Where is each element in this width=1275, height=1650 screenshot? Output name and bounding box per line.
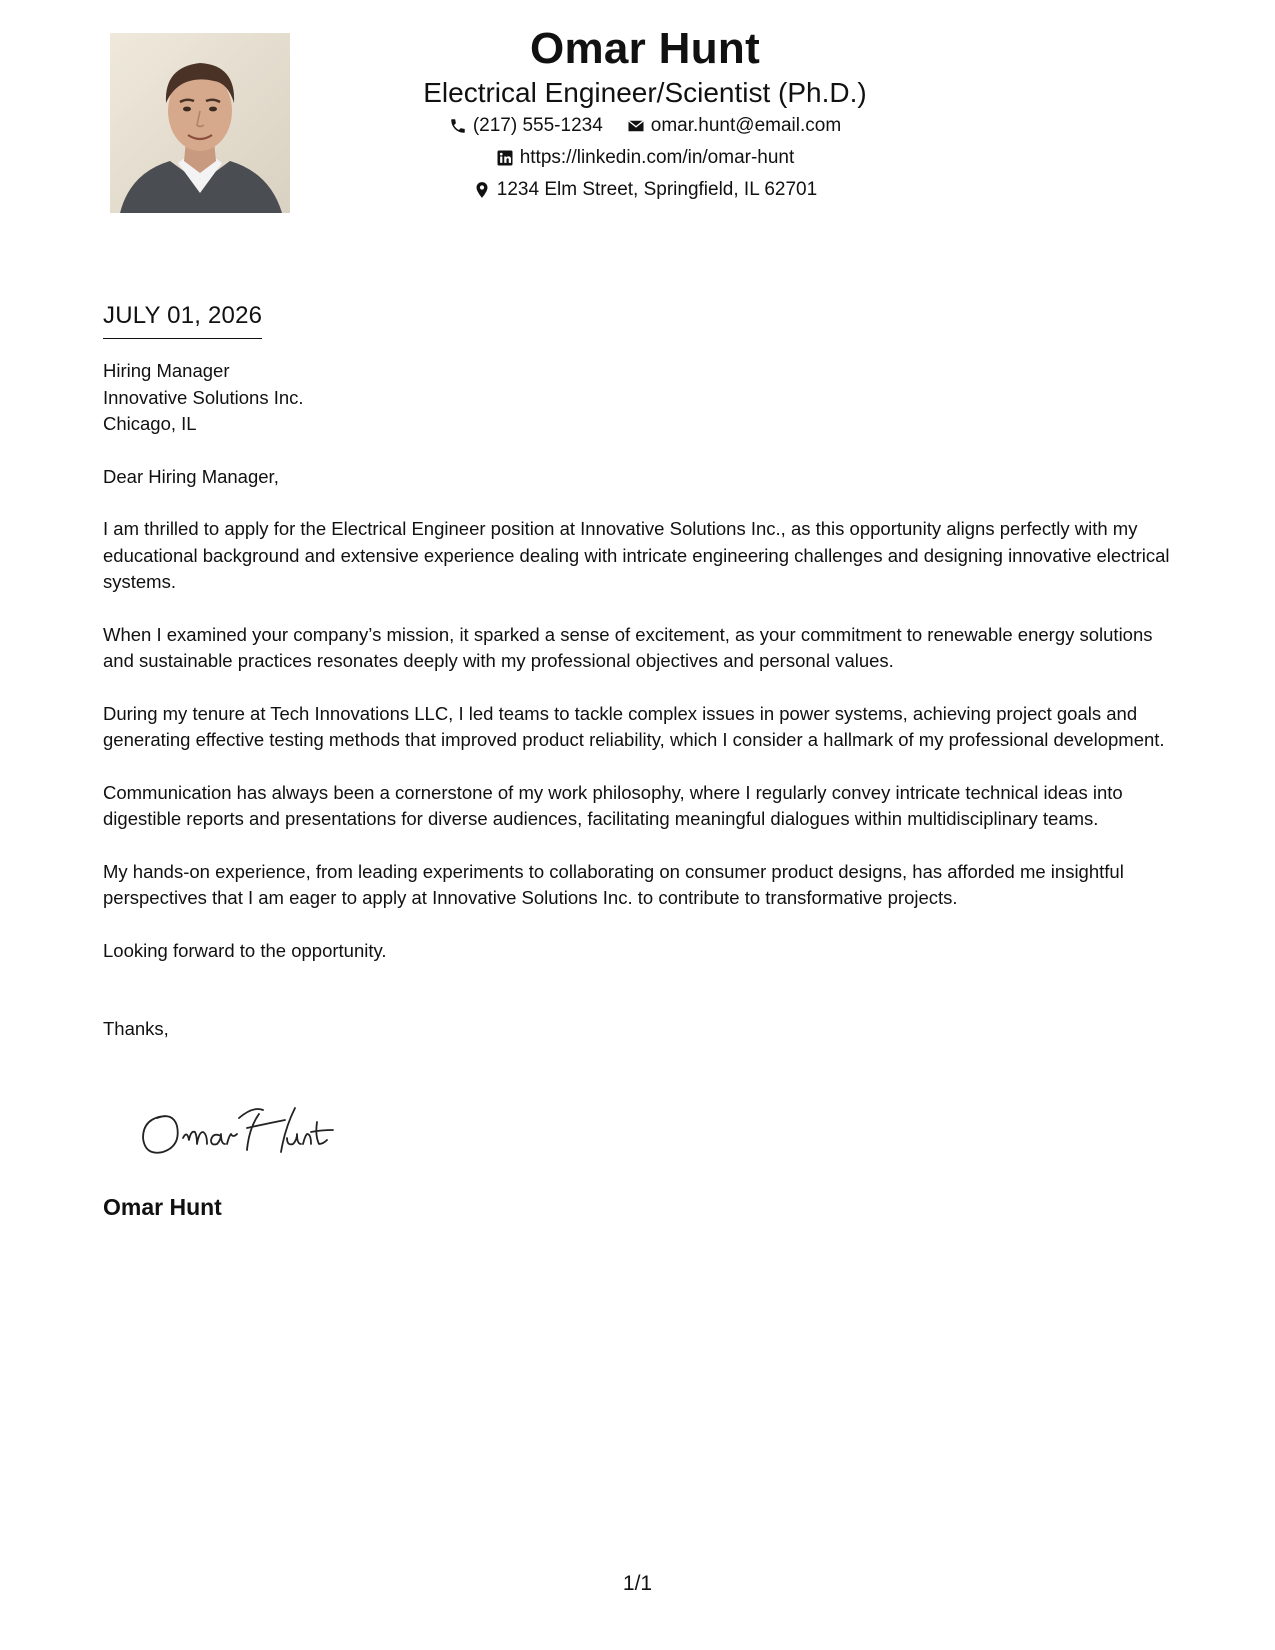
applicant-title: Electrical Engineer/Scientist (Ph.D.)	[423, 77, 867, 108]
paragraph-4: Communication has always been a cornerstone of my work philosophy, where I regularly convey intricate technical ideas into digestible reports and presentations for diverse audiences, facilitating meaningful dialogues within multidisciplinary teams.	[103, 781, 1123, 829]
page-number: 1/1	[622, 1572, 653, 1595]
recipient-block	[103, 358, 1183, 438]
letter-body	[103, 358, 1183, 1043]
email-address: omar.hunt@email.com	[650, 115, 842, 136]
paragraph-2: When I examined your company’s mission, it sparked a sense of excitement, as your commitment to renewable energy solutions and sustainable practices resonates deeply with my professional objectives and personal values.	[103, 623, 1153, 671]
envelope-icon	[627, 117, 645, 135]
contact-line-linkedin	[300, 142, 990, 174]
letter-date: JULY 01, 2026	[103, 300, 262, 339]
signer-name: Omar Hunt	[103, 1194, 222, 1220]
profile-photo	[110, 33, 290, 213]
contact-line-address	[300, 174, 990, 206]
recipient-location: Chicago, IL	[103, 413, 197, 434]
handwritten-signature	[135, 1098, 375, 1168]
closing-remark: Looking forward to the opportunity.	[103, 939, 387, 961]
contact-line-phone-email	[300, 110, 990, 142]
applicant-name: Omar Hunt	[529, 24, 761, 73]
linkedin-icon	[496, 149, 514, 167]
phone-icon	[449, 117, 467, 135]
map-pin-icon	[473, 181, 491, 199]
closing: Thanks,	[103, 1018, 169, 1039]
address: 1234 Elm Street, Springfield, IL 62701	[496, 179, 818, 200]
linkedin-url[interactable]: https://linkedin.com/in/omar-hunt	[519, 147, 795, 168]
paragraph-1: I am thrilled to apply for the Electrical Engineer position at Innovative Solutions Inc., as this opportunity aligns perfectly with my educational background and extensive experience dealing with intricate engineering challenges and designing innovative electrical systems.	[103, 518, 1170, 592]
paragraph-5: My hands-on experience, from leading experiments to collaborating on consumer product designs, has afforded me insightful perspectives that I am eager to apply at Innovative Solutions Inc. to contribute to transformative projects.	[103, 860, 1124, 908]
phone-number: (217) 555-1234	[472, 115, 603, 136]
paragraph-3: During my tenure at Tech Innovations LLC, I led teams to tackle complex issues in power systems, achieving project goals and generating effective testing methods that improved product reliability, which I consider a hallmark of my professional development.	[103, 702, 1165, 750]
salutation: Dear Hiring Manager,	[103, 465, 279, 487]
letter-header	[300, 22, 990, 206]
recipient-company: Innovative Solutions Inc.	[103, 386, 304, 408]
recipient-title: Hiring Manager	[103, 360, 230, 381]
